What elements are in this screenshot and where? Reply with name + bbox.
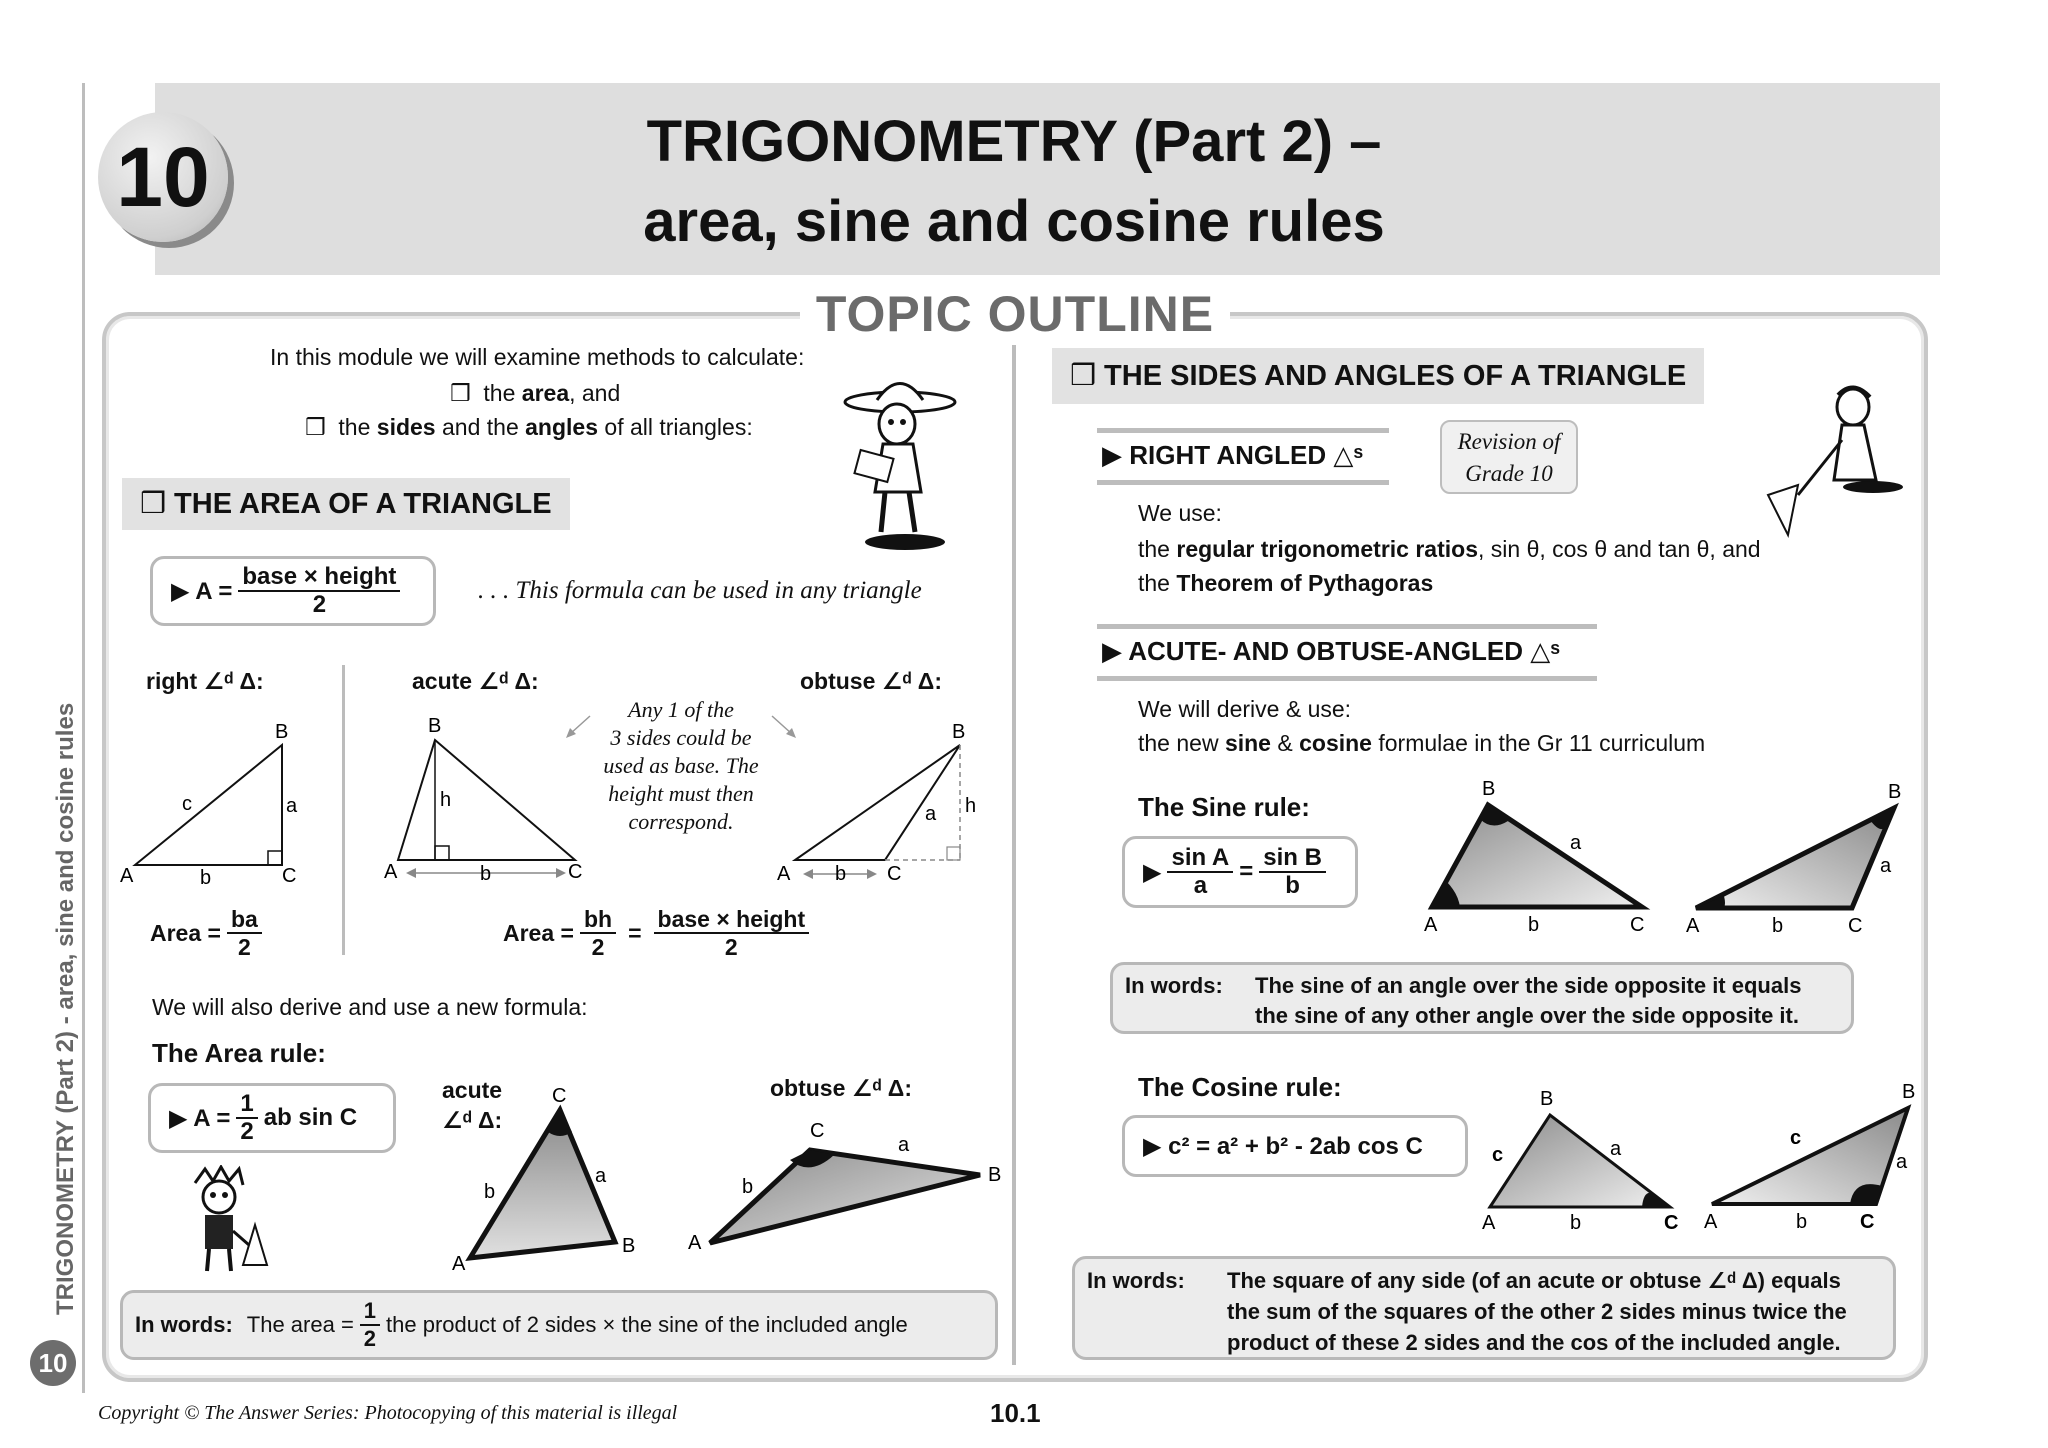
sine-rule-heading: The Sine rule:: [1138, 792, 1310, 822]
svg-text:h: h: [440, 789, 452, 811]
svg-text:B: B: [1540, 1088, 1554, 1110]
copyright-notice: Copyright © The Answer Series: Photocopying of this material is illegal: [98, 1402, 678, 1424]
page-title-line-2: area, sine and cosine rules: [643, 189, 1385, 254]
svg-text:a: a: [1570, 832, 1582, 854]
left-margin-rule: [82, 83, 85, 1393]
area-formula-box: ▶ A = $\frac{\text{base × height}}{2}$: [150, 556, 436, 626]
svg-text:b: b: [742, 1176, 754, 1198]
bullet-sides-angles: ❒ the sides and the angles of all triangles:: [305, 414, 753, 440]
svg-text:C: C: [282, 865, 297, 887]
svg-text:b: b: [1772, 915, 1784, 937]
area-words-box: In words: The area = $\frac{1}{2}$ the product of 2 sides × the sine of the included angle: [120, 1290, 998, 1360]
pointer-arrows: [562, 708, 800, 748]
area-right-formula: Area = $\frac{ba}{2}$: [150, 906, 268, 960]
pythagoras-text: the Theorem of Pythagoras: [1138, 570, 1434, 596]
svg-text:b: b: [480, 863, 492, 885]
cartoon-professor-icon: [185, 1165, 275, 1280]
rule: [1097, 676, 1597, 681]
cosine-acute-triangle: [1480, 1085, 1690, 1235]
page-number: 10.1: [990, 1398, 1041, 1428]
rule: [1097, 480, 1389, 485]
cartoon-explorer-icon: [835, 372, 965, 557]
svg-text:B: B: [622, 1235, 636, 1257]
obtuse-triangle-label: obtuse ∠ᵈ Δ:: [800, 668, 942, 694]
svg-text:C: C: [887, 863, 902, 885]
we-use-text: We use:: [1138, 500, 1222, 526]
area-rule-box: ▶ A = $\frac{1}{2}$ ab sin C: [148, 1083, 396, 1153]
vertical-chapter-title: TRIGONOMETRY (Part 2) - area, sine and cosine rules: [52, 702, 79, 1315]
svg-text:A: A: [452, 1253, 466, 1270]
svg-text:a: a: [286, 795, 298, 817]
new-formulae-text: the new sine & cosine formulae in the Gr 11 curriculum: [1138, 730, 1706, 756]
svg-text:b: b: [1570, 1212, 1582, 1234]
obtuse-triangle-label-2: obtuse ∠ᵈ Δ:: [770, 1075, 912, 1101]
svg-text:B: B: [1482, 778, 1496, 800]
intro-text: In this module we will examine methods to calculate:: [270, 344, 805, 370]
svg-text:B: B: [1888, 781, 1902, 803]
chapter-number-badge: 10: [98, 112, 228, 242]
formula-note: . . . This formula can be used in any triangle: [478, 577, 922, 604]
svg-text:C: C: [568, 861, 583, 883]
sine-words-box: In words: The sine of an angle over the side opposite it equals the sine of any other angle over the side opposite it.: [1110, 962, 1854, 1034]
svg-text:A: A: [120, 865, 134, 887]
svg-text:a: a: [925, 803, 937, 825]
svg-text:c: c: [1790, 1127, 1802, 1149]
svg-text:b: b: [835, 863, 847, 885]
acute-triangle-label-2: acute ∠ᵈ Δ:: [442, 1077, 503, 1133]
topic-outline-title: TOPIC OUTLINE: [800, 285, 1230, 343]
svg-text:c: c: [1492, 1144, 1504, 1166]
right-angled-heading: ▶ RIGHT ANGLED △ˢ: [1102, 440, 1364, 470]
svg-text:a: a: [1896, 1151, 1908, 1173]
sine-rule-box: ▶ $\frac{\text{sin A}}{a}$ = $\frac{\text{sin B}}{b}$: [1122, 836, 1358, 908]
area-section-heading: ❒ THE AREA OF A TRIANGLE: [122, 478, 570, 530]
svg-text:B: B: [988, 1164, 1002, 1186]
svg-text:B: B: [275, 721, 289, 743]
acute-obtuse-heading: ▶ ACUTE- AND OBTUSE-ANGLED △ˢ: [1102, 636, 1561, 666]
svg-text:h: h: [965, 795, 977, 817]
svg-text:C: C: [1860, 1211, 1875, 1233]
svg-text:b: b: [1528, 914, 1540, 936]
revision-note: Revision of Grade 10: [1440, 420, 1578, 494]
area-acute-formula: Area = $\frac{bh}{2}$ = $\frac{\text{base × height}}{2}$: [503, 906, 815, 960]
sides-angles-heading: ❒ THE SIDES AND ANGLES OF A TRIANGLE: [1052, 348, 1704, 404]
chapter-number-tab: 10: [30, 1340, 76, 1386]
svg-text:a: a: [595, 1165, 607, 1187]
svg-text:a: a: [898, 1134, 910, 1156]
acute-triangle-diagram: [380, 718, 590, 893]
new-formula-text: We will also derive and use a new formula:: [152, 994, 588, 1020]
sine-acute-triangle: [1420, 775, 1660, 940]
svg-text:C: C: [552, 1085, 567, 1107]
we-derive-text: We will derive & use:: [1138, 696, 1352, 722]
svg-text:B: B: [1902, 1081, 1916, 1103]
page-title-line-1: TRIGONOMETRY (Part 2) –: [646, 109, 1382, 174]
any-side-note: Any 1 of the 3 sides could be used as base. The height must then correspond.: [603, 697, 759, 834]
svg-text:A: A: [1482, 1212, 1496, 1234]
svg-text:c: c: [182, 793, 192, 815]
svg-text:A: A: [1424, 914, 1438, 936]
svg-text:A: A: [1686, 915, 1700, 937]
bullet-area: ❒ the area, and: [450, 380, 621, 406]
svg-text:A: A: [688, 1232, 702, 1254]
area-rule-heading: The Area rule:: [152, 1038, 326, 1068]
sine-obtuse-triangle: [1682, 780, 1912, 940]
triangle-divider: [342, 665, 345, 955]
svg-text:a: a: [1880, 855, 1892, 877]
svg-text:A: A: [777, 863, 791, 885]
acute-triangle-label: acute ∠ᵈ Δ:: [412, 668, 539, 694]
right-triangle-label: right ∠ᵈ Δ:: [146, 668, 264, 694]
cartoon-surveyor-icon: [1758, 385, 1918, 545]
right-triangle-diagram: [120, 720, 310, 890]
obtuse-triangle-diagram: [775, 720, 995, 890]
svg-text:C: C: [810, 1120, 825, 1142]
cosine-rule-heading: The Cosine rule:: [1138, 1072, 1342, 1102]
cosine-rule-box: ▶ c² = a² + b² - 2ab cos C: [1122, 1115, 1468, 1177]
svg-text:B: B: [428, 718, 442, 737]
rule: [1097, 624, 1597, 629]
svg-text:A: A: [384, 861, 398, 883]
svg-text:C: C: [1664, 1212, 1679, 1234]
svg-text:b: b: [1796, 1211, 1808, 1233]
svg-text:B: B: [952, 721, 966, 743]
column-divider: [1012, 345, 1016, 1365]
trig-ratios-text: the regular trigonometric ratios, sin θ, cos θ and tan θ, and: [1138, 536, 1761, 562]
cosine-words-box: In words: The square of any side (of an acute or obtuse ∠ᵈ Δ) equals the sum of the squares of the other 2 sides minus twice the product of these 2 sides and the cos of the included angle.: [1072, 1256, 1896, 1360]
svg-text:a: a: [1610, 1138, 1622, 1160]
rule: [1097, 428, 1389, 433]
svg-text:A: A: [1704, 1211, 1718, 1233]
acute-shaded-triangle: [440, 1080, 660, 1270]
svg-text:b: b: [484, 1181, 496, 1203]
svg-text:C: C: [1630, 914, 1645, 936]
cosine-obtuse-triangle: [1700, 1078, 1920, 1236]
obtuse-shaded-triangle: [680, 1115, 1010, 1255]
svg-text:b: b: [200, 867, 212, 889]
svg-text:C: C: [1848, 915, 1863, 937]
